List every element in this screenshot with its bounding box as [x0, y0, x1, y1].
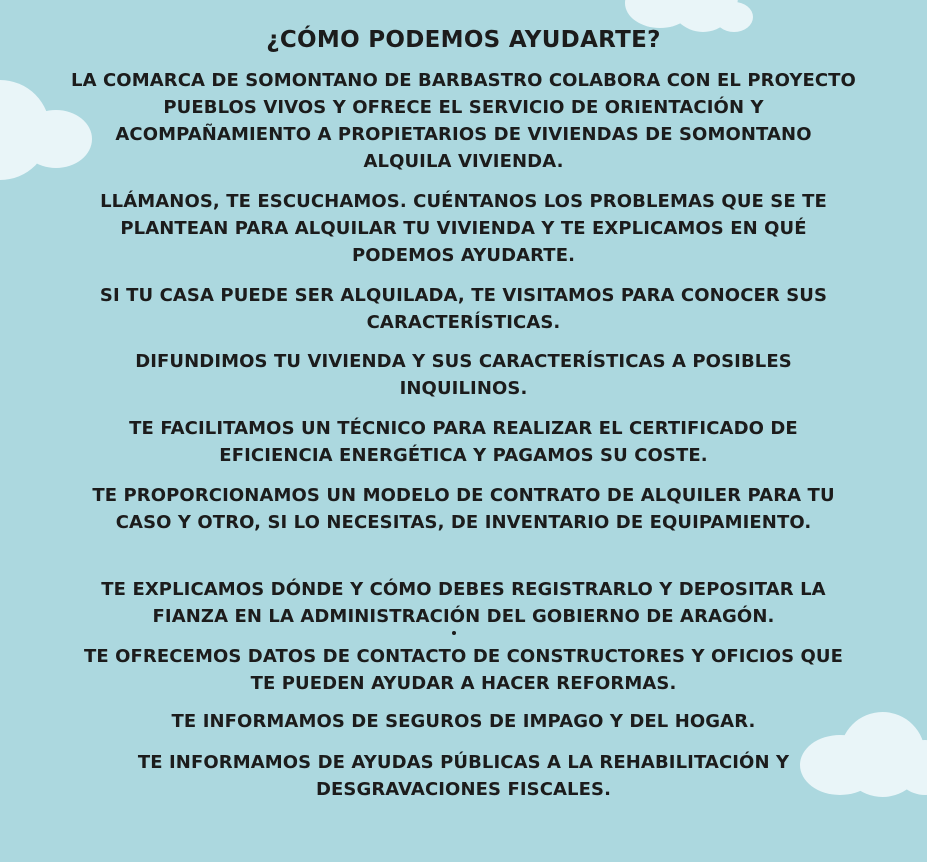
paragraph-public-aid: TE INFORMAMOS DE AYUDAS PÚBLICAS A LA REHABILITACIÓN Y DESGRAVACIONES FISCALES. [137, 752, 790, 800]
paragraph-insurance: TE INFORMAMOS DE SEGUROS DE IMPAGO Y DEL HOGAR. [171, 711, 756, 732]
stray-dot [452, 631, 456, 635]
paragraph-intro: LA COMARCA DE SOMONTANO DE BARBASTRO COLABORA CON EL PROYECTO PUEBLOS VIVOS Y OFRECE EL SERVICIO DE ORIENTACIÓN Y ACOMPAÑAMIENTO A PROPIETARIOS DE VIVIENDAS DE SOMONTANO ALQUILA VIVIENDA. [71, 70, 856, 172]
paragraph-contractors: TE OFRECEMOS DATOS DE CONTACTO DE CONSTRUCTORES Y OFICIOS QUE TE PUEDEN AYUDAR A HACER REFORMAS. [83, 646, 844, 694]
paragraph-contract-model: TE PROPORCIONAMOS UN MODELO DE CONTRATO DE ALQUILER PARA TU CASO Y OTRO, SI LO NECESITAS, DE INVENTARIO DE EQUIPAMIENTO. [92, 485, 835, 533]
paragraph-energy-certificate: TE FACILITAMOS UN TÉCNICO PARA REALIZAR EL CERTIFICADO DE EFICIENCIA ENERGÉTICA Y PAGAMOS SU COSTE. [129, 418, 798, 466]
paragraph-call-us: LLÁMANOS, TE ESCUCHAMOS. CUÉNTANOS LOS PROBLEMAS QUE SE TE PLANTEAN PARA ALQUILAR TU VIVIENDA Y TE EXPLICAMOS EN QUÉ PODEMOS AYUDARTE. [100, 191, 827, 266]
paragraph-advertise: DIFUNDIMOS TU VIVIENDA Y SUS CARACTERÍSTICAS A POSIBLES INQUILINOS. [135, 351, 792, 399]
paragraph-register-deposit: TE EXPLICAMOS DÓNDE Y CÓMO DEBES REGISTRARLO Y DEPOSITAR LA FIANZA EN LA ADMINISTRACIÓN DEL GOBIERNO DE ARAGÓN. [101, 579, 826, 627]
paragraph-visit: SI TU CASA PUEDE SER ALQUILADA, TE VISITAMOS PARA CONOCER SUS CARACTERÍSTICAS. [99, 285, 828, 333]
page-title: ¿CÓMO PODEMOS AYUDARTE? [266, 27, 661, 53]
